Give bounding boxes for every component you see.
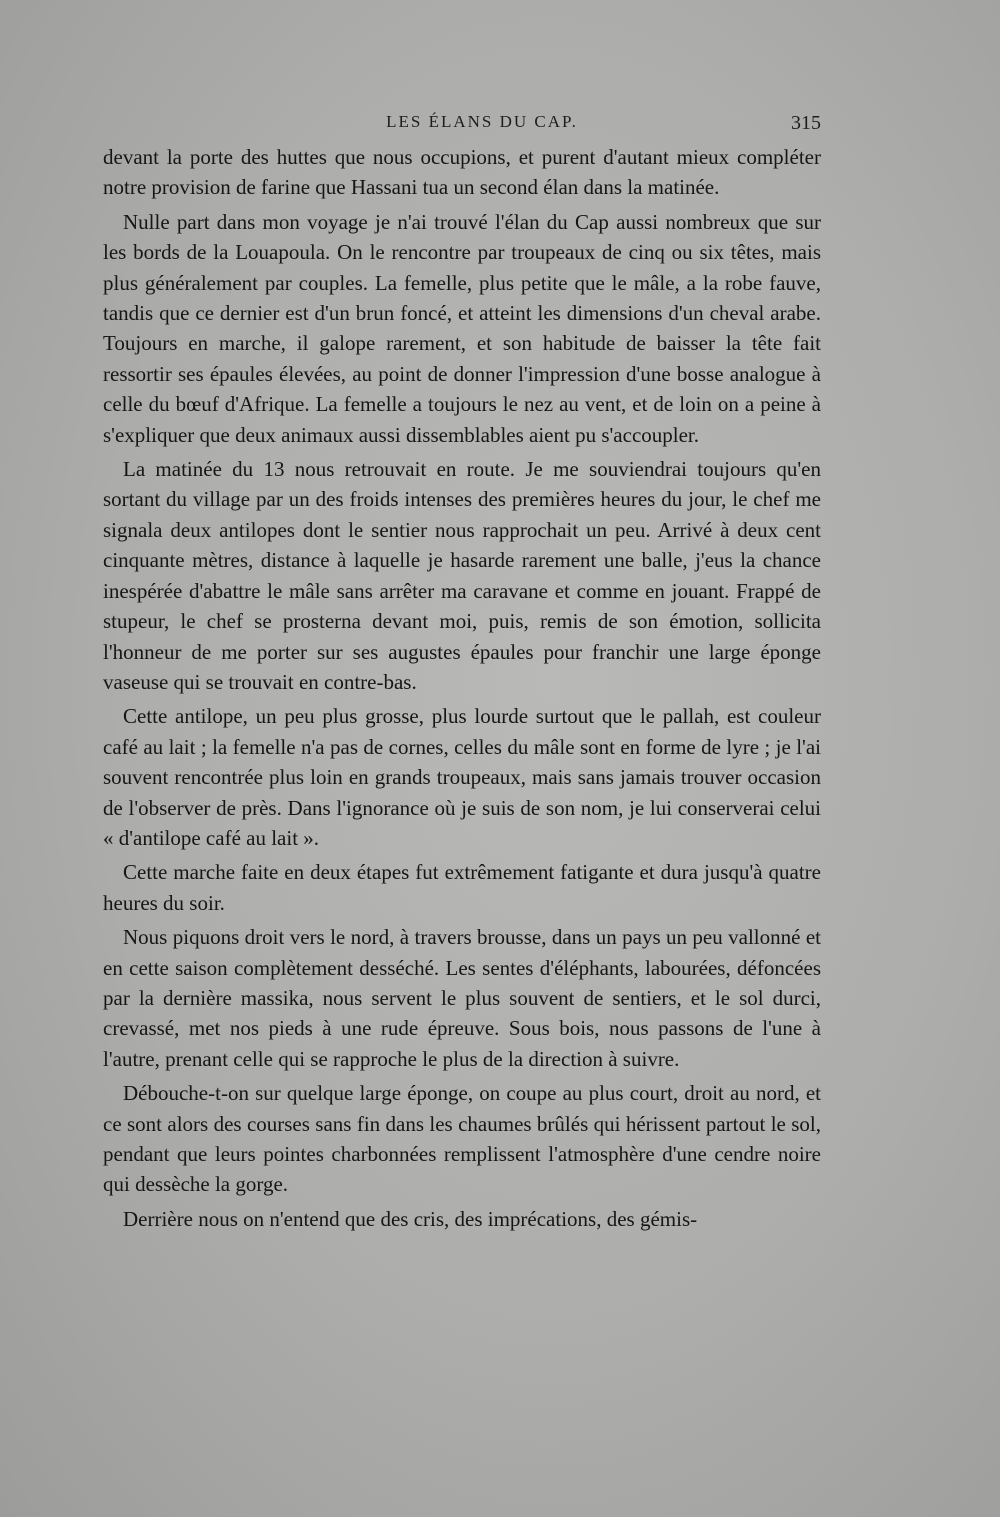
paragraph: Nous piquons droit vers le nord, à travers brousse, dans un pays un peu vallonné et en cette saison complètement desséché. Les sentes d'éléphants, labourées, défoncées par la dernière massika, nous servent le plus souvent de sentiers, et le sol durci, crevassé, met nos pieds à une rude épreuve. Sous bois, nous passons de l'une à l'autre, prenant celle qui se rapproche le plus de la direction à suivre. (103, 925, 821, 1071)
paragraph: Derrière nous on n'entend que des cris, des imprécations, des gémis- (123, 1206, 698, 1231)
running-head: LES ÉLANS DU CAP. (386, 112, 578, 131)
body-text (103, 142, 821, 1234)
page-header (103, 112, 821, 142)
paragraph: Nulle part dans mon voyage je n'ai trouvé l'élan du Cap aussi nombreux que sur les bords de la Louapoula. On le rencontre par troupeaux de cinq ou six têtes, mais plus généralement par couples. La femelle, plus petite que le mâle, a la robe fauve, tandis que ce dernier est d'un brun foncé, et atteint les dimensions d'un cheval arabe. Toujours en marche, il galope rarement, et son habitude de baisser la tête fait ressortir ses épaules élevées, au point de donner l'impression d'une bosse analogue à celle du bœuf d'Afrique. La femelle a toujours le nez au vent, et de loin on a peine à s'expliquer que deux animaux aussi dissemblables aient pu s'accoupler. (103, 209, 821, 447)
paragraph: Débouche-t-on sur quelque large éponge, on coupe au plus court, droit au nord, et ce sont alors des courses sans fin dans les chaumes brûlés qui hérissent partout le sol, pendant que leurs pointes charbonnées remplissent l'atmosphère d'une cendre noire qui dessèche la gorge. (103, 1081, 821, 1197)
page-number: 315 (791, 112, 821, 134)
paragraph: Cette marche faite en deux étapes fut extrêmement fatigante et dura jusqu'à quatre heures du soir. (103, 860, 821, 915)
paragraph: Cette antilope, un peu plus grosse, plus lourde surtout que le pallah, est couleur café au lait ; la femelle n'a pas de cornes, celles du mâle sont en forme de lyre ; je l'ai souvent rencontrée plus loin en grands troupeaux, mais sans jamais trouver occasion de l'observer de près. Dans l'ignorance où je suis de son nom, je lui conserverai celui « d'antilope café au lait ». (103, 704, 821, 850)
paragraph: La matinée du 13 nous retrouvait en route. Je me souviendrai toujours qu'en sortant du village par un des froids intenses des premières heures du jour, le chef me signala deux antilopes dont le sentier nous rapprochait un peu. Arrivé à deux cent cinquante mètres, distance à laquelle je hasarde rarement une balle, j'eus la chance inespérée d'abattre le mâle sans arrêter ma caravane et comme en jouant. Frappé de stupeur, le chef se prosterna devant moi, puis, remis de son émotion, sollicita l'honneur de me porter sur ses augustes épaules pour franchir une large éponge vaseuse qui se trouvait en contre-bas. (103, 457, 821, 694)
paragraph-continued: devant la porte des huttes que nous occupions, et purent d'autant mieux compléter notre provision de farine que Hassani tua un second élan dans la matinée. (103, 145, 821, 200)
